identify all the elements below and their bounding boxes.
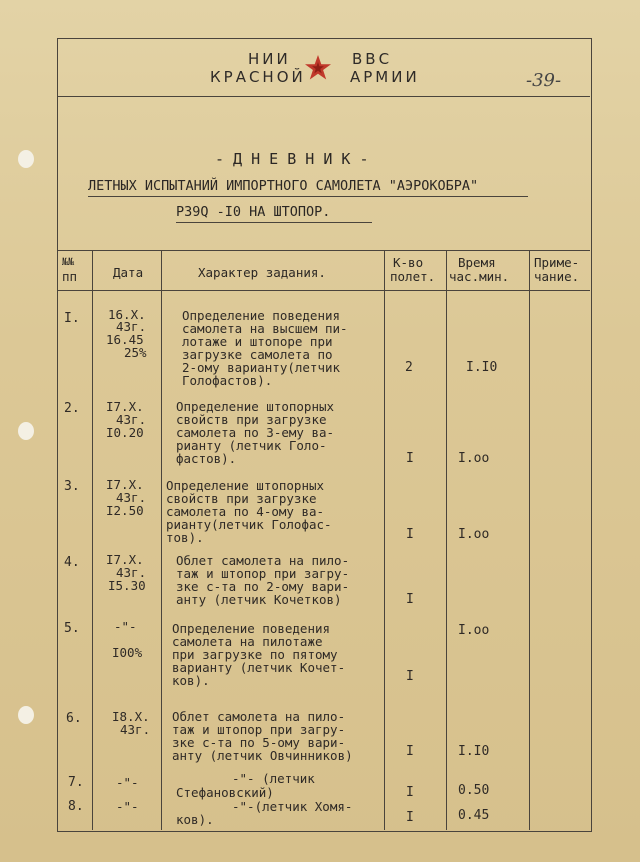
row-task: свойств при загрузке <box>176 412 327 427</box>
org-line2-left: КРАСНОЙ <box>210 68 306 86</box>
row-task: Определение поведения <box>182 308 341 323</box>
document-title: - Д Н Е В Н И К - <box>215 150 369 168</box>
row-count: I <box>406 744 414 759</box>
row-date: I0.20 <box>106 425 144 440</box>
row-task: Стефановский) <box>176 785 274 800</box>
row-date: -"- <box>114 619 137 634</box>
row-number: 5. <box>64 621 80 636</box>
row-time: I.I0 <box>458 744 490 759</box>
col-header-num: №№ <box>62 257 75 268</box>
row-task: фастов). <box>176 451 237 466</box>
row-task: загрузке самолета по <box>182 347 333 362</box>
row-task: самолета на пилотаже <box>172 634 323 649</box>
row-task: рианту (летчик Голо- <box>176 438 327 453</box>
header-divider <box>57 96 590 97</box>
row-number: I. <box>64 311 80 326</box>
col-header-time-2: час.мин. <box>449 269 510 284</box>
row-date: 16.Х. <box>108 307 146 322</box>
row-task: рианту(летчик Голофас- <box>166 517 332 532</box>
row-number: 8. <box>68 799 84 814</box>
row-number: 3. <box>64 479 80 494</box>
row-date: I7.Х. <box>106 477 144 492</box>
subtitle-underline <box>88 196 528 197</box>
col-header-count: К-во <box>393 255 424 270</box>
col-header-note: Приме- <box>534 255 580 270</box>
row-task: тов). <box>166 530 204 545</box>
row-task: самолета по 3-ему ва- <box>176 425 335 440</box>
row-number: 7. <box>68 775 84 790</box>
row-task: анту (летчик Овчинников) <box>172 748 353 763</box>
row-date: 43г. <box>120 722 151 737</box>
table-header-rule <box>57 290 590 291</box>
row-task: Определение штопорных <box>166 478 325 493</box>
row-task: ков). <box>172 673 210 688</box>
row-number: 6. <box>66 711 82 726</box>
row-date: I00% <box>112 645 143 660</box>
row-date: 43г. <box>116 490 147 505</box>
row-task: лотаже и штопоре при <box>182 334 333 349</box>
row-date: 43г. <box>116 565 147 580</box>
row-time: I.oo <box>458 623 490 638</box>
col-header-task: Характер задания. <box>198 265 326 280</box>
document-subtitle-2: Р39Q -I0 НА ШТОПОР. <box>176 204 331 220</box>
row-time: I.I0 <box>466 360 498 375</box>
row-date: I2.50 <box>106 503 144 518</box>
punch-hole <box>18 706 34 724</box>
table-top-rule <box>57 250 590 251</box>
row-task: 2-ому варианту(летчик <box>182 360 341 375</box>
col-header-count-2: полет. <box>390 269 436 284</box>
row-task: варианту (летчик Кочет- <box>172 660 346 675</box>
row-count: I <box>406 527 414 542</box>
row-task: Облет самолета на пило- <box>172 709 346 724</box>
row-task: при загрузке по пятому <box>172 647 338 662</box>
row-date: 16.45 <box>106 332 144 347</box>
row-count: 2 <box>405 360 413 375</box>
row-task: Определение поведения <box>172 621 331 636</box>
row-task: ков). <box>176 812 214 827</box>
row-count: I <box>406 810 414 825</box>
row-task: зке с-та по 2-ому вари- <box>176 579 350 594</box>
row-task: самолета по 4-ому ва- <box>166 504 325 519</box>
row-count: I <box>406 669 414 684</box>
row-time: 0.50 <box>458 783 490 798</box>
row-count: I <box>406 592 414 607</box>
row-date: 43г. <box>116 319 147 334</box>
org-line1-right: ВВС <box>352 50 393 68</box>
row-number: 2. <box>64 401 80 416</box>
page-number: -39- <box>526 70 562 91</box>
row-task: Определение штопорных <box>176 399 335 414</box>
row-task: Облет самолета на пило- <box>176 553 350 568</box>
col-divider <box>384 250 385 830</box>
row-time: I.oo <box>458 451 490 466</box>
row-date: I8.Х. <box>112 709 150 724</box>
row-date: -"- <box>116 775 139 790</box>
punch-hole <box>18 150 34 168</box>
col-divider <box>446 250 447 830</box>
col-header-note-2: чание. <box>534 269 580 284</box>
row-task: свойств при загрузке <box>166 491 317 506</box>
row-task: Голофастов). <box>182 373 273 388</box>
subtitle-underline-2 <box>176 222 372 223</box>
row-date: I7.Х. <box>106 399 144 414</box>
row-date: 43г. <box>116 412 147 427</box>
row-date: 25% <box>124 345 147 360</box>
org-line2-right: АРМИИ <box>350 68 420 86</box>
row-date: I5.30 <box>108 578 146 593</box>
row-time: 0.45 <box>458 808 490 823</box>
col-divider <box>161 250 162 830</box>
row-task: таж и штопор при загру- <box>176 566 350 581</box>
org-line1-left: НИИ <box>248 50 291 68</box>
row-date: -"- <box>116 799 139 814</box>
row-number: 4. <box>64 555 80 570</box>
punch-hole <box>18 422 34 440</box>
col-divider <box>529 250 530 830</box>
row-task: зке с-та по 5-ому вари- <box>172 735 346 750</box>
col-divider <box>92 250 93 830</box>
row-date: I7.Х. <box>106 552 144 567</box>
row-task: таж и штопор при загру- <box>172 722 346 737</box>
row-time: I.oo <box>458 527 490 542</box>
row-task: анту (летчик Кочетков) <box>176 592 342 607</box>
row-task: -"- (летчик <box>232 771 315 786</box>
row-task: -"-(летчик Хомя- <box>232 799 353 814</box>
col-header-time: Время <box>458 255 496 270</box>
red-star-icon <box>304 54 332 82</box>
row-count: I <box>406 451 414 466</box>
row-count: I <box>406 785 414 800</box>
document-subtitle: ЛЕТНЫХ ИСПЫТАНИЙ ИМПОРТНОГО САМОЛЕТА "АЭРОКОБРА" <box>88 178 479 194</box>
row-task: самолета на высшем пи- <box>182 321 348 336</box>
col-header-date: Дата <box>113 265 144 280</box>
col-header-num-2: пп <box>62 269 78 284</box>
